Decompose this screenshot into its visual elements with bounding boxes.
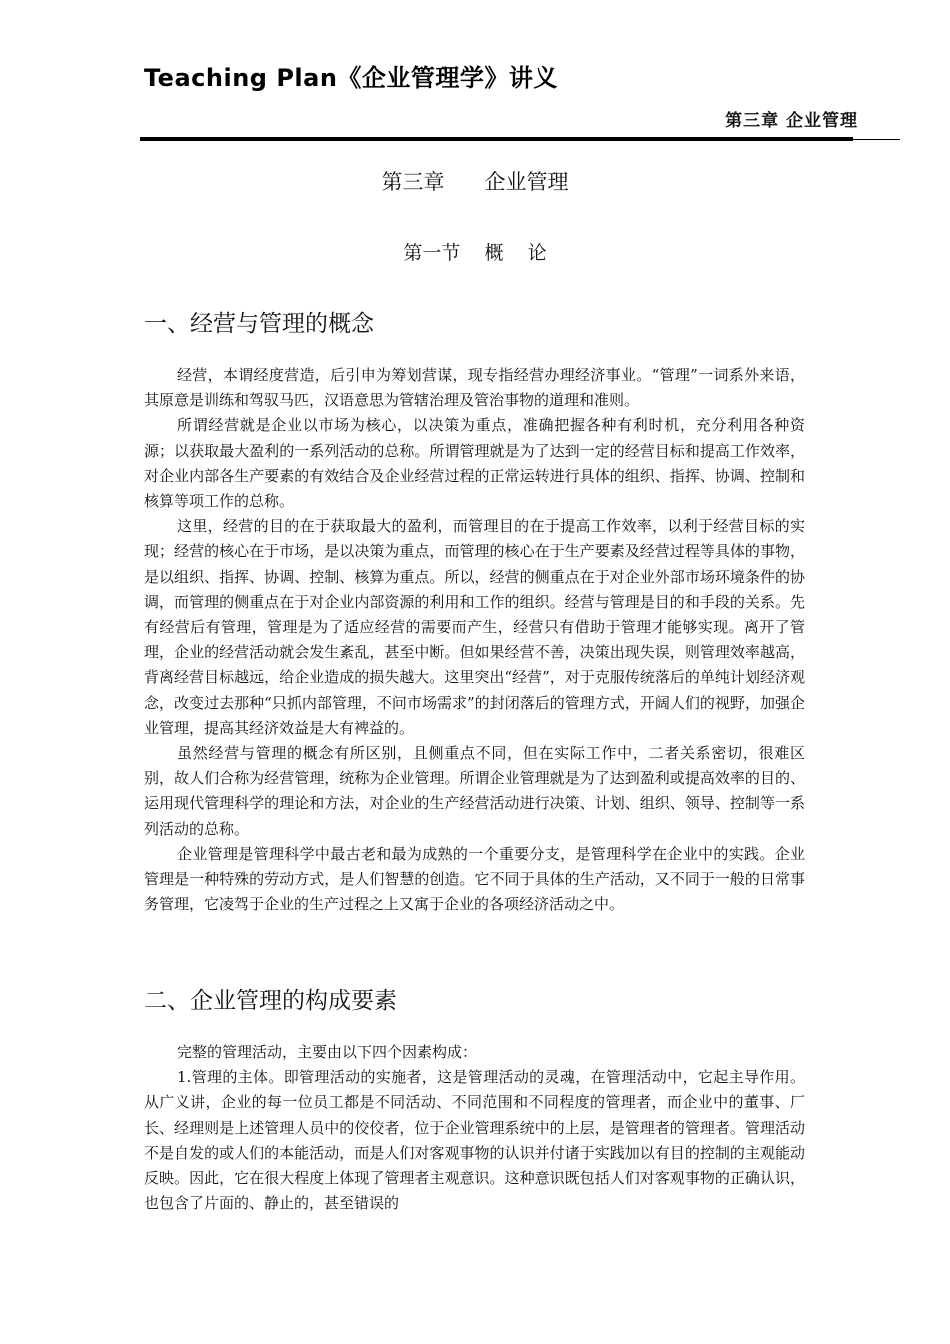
paragraph: 经营，本谓经度营造，后引申为筹划营谋，现专指经营办理经济事业。“管理”一词系外来语，其原意是训练和驾驭马匹，汉语意思为管辖治理及管治事物的道理和准则。 (144, 366, 805, 410)
section-body (144, 1040, 805, 1216)
chapter-title: 第三章 企业管理 (381, 170, 569, 194)
running-chapter-label: 第三章 企业管理 (725, 111, 858, 131)
section-heading: 二、企业管理的构成要素 (144, 988, 397, 1014)
paragraph: 所谓经营就是企业以市场为核心，以决策为重点，准确把握各种有利时机，充分利用各种资源；以获取最大盈利的一系列活动的总称。所谓管理就是为了达到一定的经营目标和提高工作效率，对企业内部各生产要素的有效结合及企业经营过程的正常运转进行具体的组织、指挥、协调、控制和核算等项工作的总称。 (144, 416, 805, 511)
paragraph: 1.管理的主体。即管理活动的实施者，这是管理活动的灵魂，在管理活动中，它起主导作用。从广义讲，企业的每一位员工都是不同活动、不同范围和不同程度的管理者，而企业中的董事、厂长、经理则是上述管理人员中的佼佼者，位于企业管理系统中的上层，是管理者的管理者。管理活动不是自发的或人们的本能活动，而是人们对客观事物的认识并付诸于实践加以有目的控制的主观能动反映。因此，它在很大程度上体现了管理者主观意识。这种意识既包括人们对客观事物的正确认识，也包含了片面的、静止的，甚至错误的 (144, 1068, 805, 1213)
paragraph: 完整的管理活动，主要由以下四个因素构成： (177, 1043, 478, 1061)
document-header-title: Teaching Plan《企业管理学》讲义 (144, 64, 558, 92)
paragraph: 这里，经营的目的在于获取最大的盈利，而管理目的在于提高工作效率，以利于经营目标的实现；经营的核心在于市场，是以决策为重点，而管理的核心在于生产要素及经营过程等具体的事物，是以组织、指挥、协调、控制、核算为重点。所以，经营的侧重点在于对企业外部市场环境条件的协调，而管理的侧重点在于对企业内部资源的利用和工作的组织。经营与管理是目的和手段的关系。先有经营后有管理，管理是为了适应经营的需要而产生，经营只有借助于管理才能够实现。离开了管理，企业的经营活动就会发生紊乱，甚至中断。但如果经营不善，决策出现失误，则管理效率越高，背离经营目标越远，给企业造成的损失越大。这里突出“经营”，对于克服传统落后的单纯计划经济观念，改变过去那种“只抓内部管理，不问市场需求”的封闭落后的管理方式，开阔人们的视野，加强企业管理，提高其经济效益是大有裨益的。 (144, 517, 805, 737)
section-body (144, 363, 805, 917)
header-rule-thick (140, 137, 853, 141)
paragraph: 虽然经营与管理的概念有所区别，且侧重点不同，但在实际工作中，二者关系密切，很难区别，故人们合称为经营管理，统称为企业管理。所谓企业管理就是为了达到盈利或提高效率的目的、运用现代管理科学的理论和方法，对企业的生产经营活动进行决策、计划、组织、领导、控制等一系列活动的总称。 (144, 744, 805, 838)
paragraph: 企业管理是管理科学中最古老和最为成熟的一个重要分支，是管理科学在企业中的实践。企业管理是一种特殊的劳动方式，是人们智慧的创造。它不同于具体的生产活动，又不同于一般的日常事务管理，它凌驾于企业的生产过程之上又寓于企业的各项经济活动之中。 (144, 844, 805, 914)
section-heading: 一、经营与管理的概念 (144, 311, 374, 337)
header-rule-thin (853, 139, 900, 140)
section-title: 第一节 概 论 (403, 242, 547, 264)
